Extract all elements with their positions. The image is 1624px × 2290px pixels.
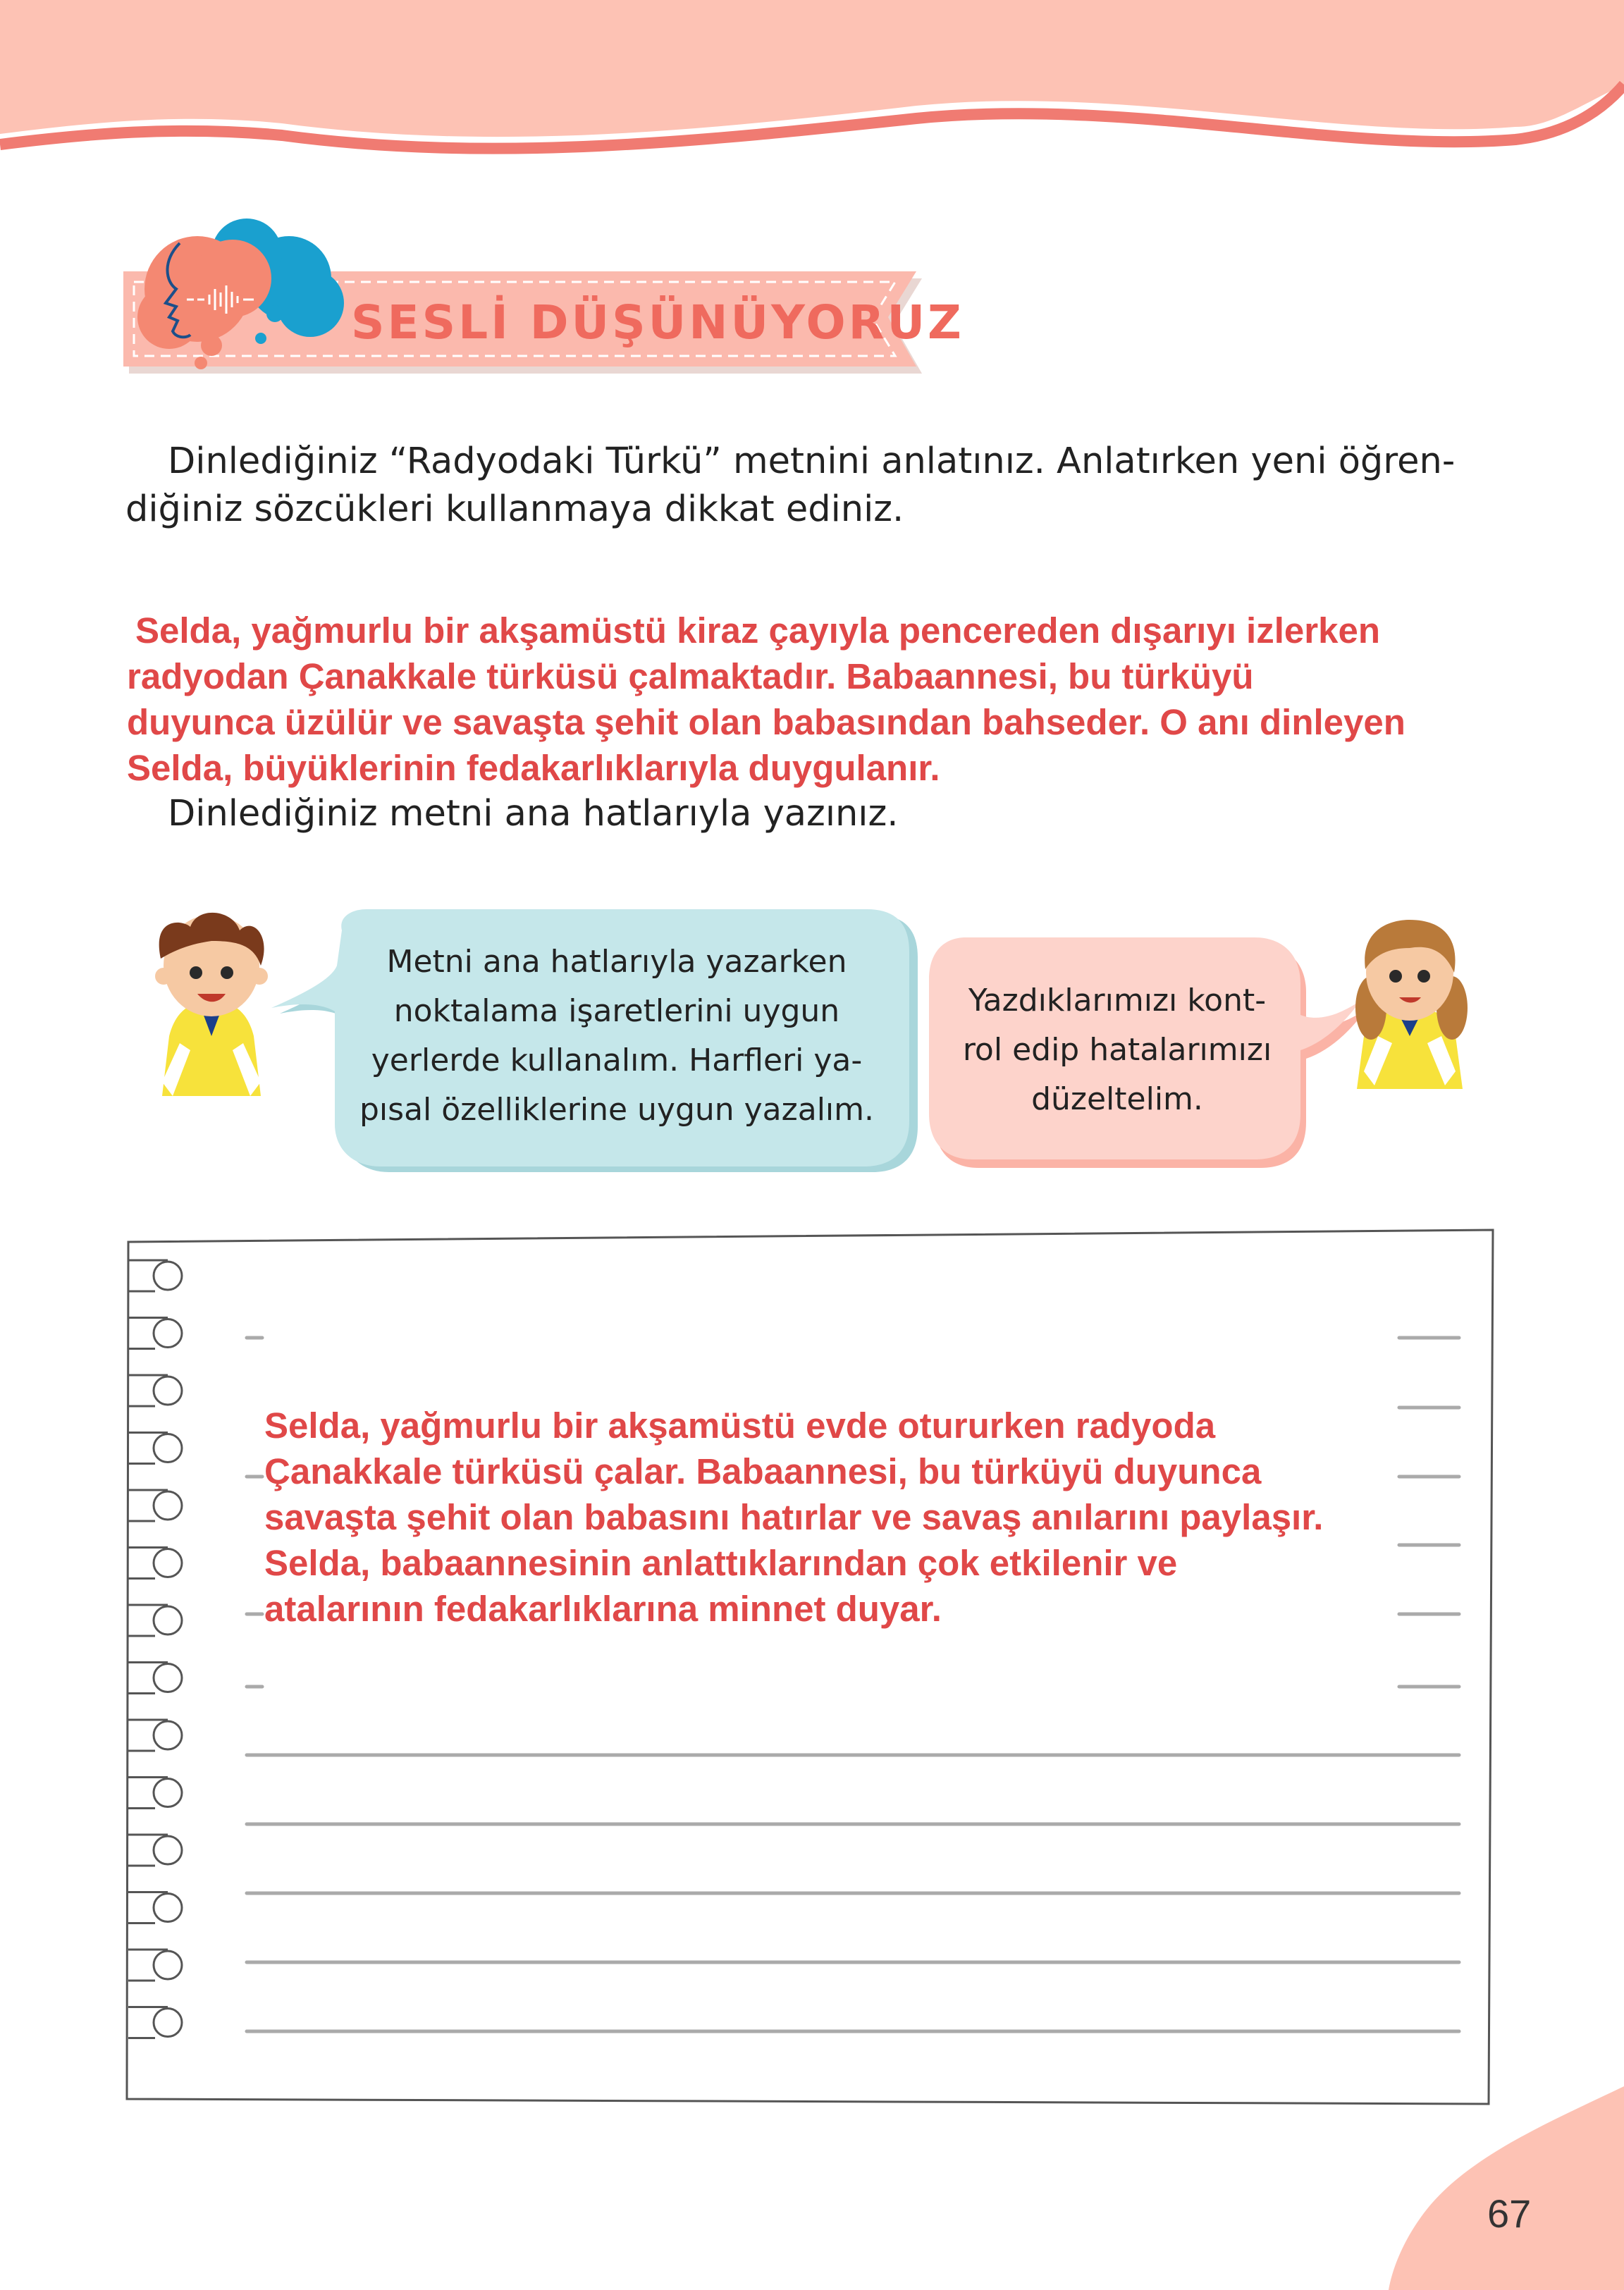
instruction-line-1: Dinlediğiniz “Radyodaki Türkü” metnini anlatınız. Anlatırken yeni öğren- [168, 441, 1456, 482]
girl-illustration [1355, 920, 1468, 1089]
bubble-boy-line-4: pısal özelliklerine uygun yazalım. [359, 1092, 875, 1128]
notebook [127, 1230, 1493, 2104]
bubble-boy-line-1: Metni ana hatlarıyla yazarken [386, 944, 847, 980]
answer-2-line-2: Çanakkale türküsü çalar. Babaannesi, bu türküyü duyunca [264, 1451, 1262, 1491]
answer-2-line-3: savaşta şehit olan babasını hatırlar ve savaş anılarını paylaşır. [264, 1497, 1324, 1537]
instruction-paragraph [125, 431, 1507, 540]
answer-1-line-1: Selda, yağmurlu bir akşamüstü kiraz çayıyla pencereden dışarıyı izlerken [135, 610, 1380, 651]
bubble-boy-line-3: yerlerde kullanalım. Harfleri ya- [371, 1042, 863, 1078]
answer-overlay-2 [264, 1403, 1323, 1632]
instruction-2: Dinlediğiniz metni ana hatlarıyla yazınız. [168, 793, 899, 835]
speech-bubble-girl-text [937, 976, 1297, 1124]
page-number: 67 [1487, 2191, 1532, 2236]
corner-blob [1389, 2086, 1624, 2290]
answer-1-line-2: radyodan Çanakkale türküsü çalmaktadır. Babaannesi, bu türküyü [127, 656, 1254, 696]
section-title: SESLİ DÜŞÜNÜYORUZ [351, 295, 964, 350]
answer-2-line-1: Selda, yağmurlu bir akşamüstü evde otururken radyoda [264, 1405, 1216, 1446]
bubble-girl-line-1: Yazdıklarımızı kont- [968, 983, 1267, 1018]
answer-1-line-3: duyunca üzülür ve savaşta şehit olan babasından bahseder. O anı dinleyen [127, 702, 1405, 742]
bubble-boy-line-2: noktalama işaretlerini uygun [393, 993, 840, 1029]
answer-2-line-4: Selda, babaannesinin anlattıklarından çok etkilenir ve [264, 1543, 1178, 1583]
answer-1-line-4: Selda, büyüklerinin fedakarlıklarıyla duygulanır. [127, 748, 940, 788]
instruction-line-2: diğiniz sözcükleri kullanmaya dikkat ediniz. [125, 488, 904, 530]
answer-overlay-1 [120, 605, 1544, 791]
bubble-girl-line-2: rol edip hatalarımızı [962, 1032, 1272, 1068]
header-wave [0, 0, 1624, 137]
bubble-girl-line-3: düzeltelim. [1031, 1081, 1203, 1117]
answer-2-line-5: atalarının fedakarlıklarına minnet duyar. [264, 1589, 942, 1629]
boy-illustration [155, 913, 268, 1096]
speech-bubble-boy-text [321, 937, 913, 1135]
